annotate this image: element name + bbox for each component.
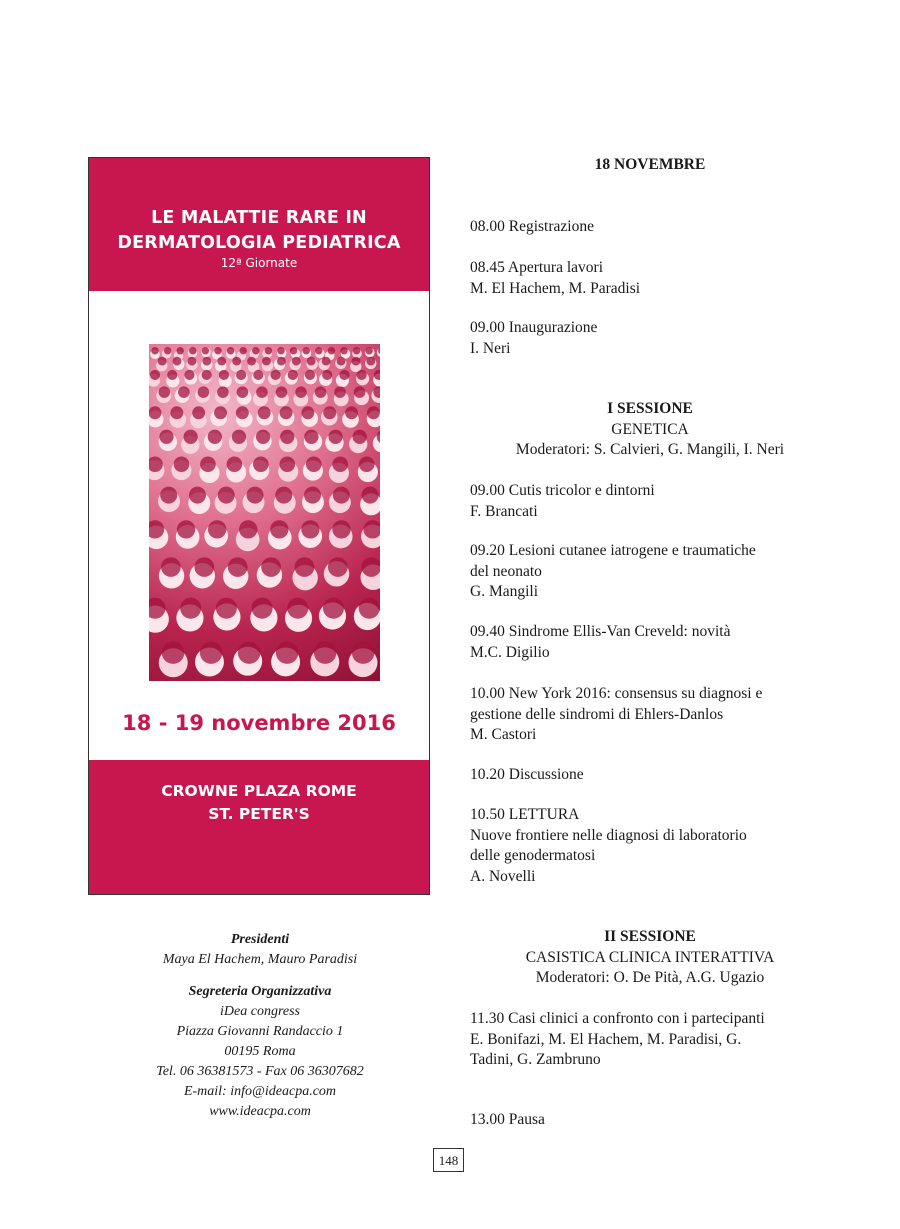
program-item bbox=[470, 765, 830, 786]
program-item bbox=[470, 1110, 830, 1131]
hair-shape bbox=[253, 456, 269, 472]
hair-shape bbox=[198, 386, 210, 398]
hair-shape bbox=[236, 406, 249, 419]
hair-shape bbox=[162, 641, 184, 663]
hair-shape bbox=[304, 487, 321, 504]
hair-shape bbox=[200, 641, 222, 663]
hair-shape bbox=[306, 456, 322, 472]
session-title: I SESSIONE bbox=[607, 400, 693, 417]
item-line: 09.00 Inaugurazione bbox=[470, 319, 598, 336]
hair-shape bbox=[214, 406, 227, 419]
hair-shape bbox=[202, 370, 212, 380]
hair-shape bbox=[167, 370, 177, 380]
poster-venue-line2: ST. PETER'S bbox=[208, 805, 310, 823]
hair-shape bbox=[180, 598, 201, 619]
hair-shape bbox=[161, 557, 181, 577]
hair-shape bbox=[280, 430, 294, 444]
hair-shape bbox=[247, 487, 264, 504]
hair-shape bbox=[304, 430, 318, 444]
item-line: del neonato bbox=[470, 562, 542, 580]
hair-shape bbox=[227, 347, 234, 354]
hair-shape bbox=[261, 557, 281, 577]
presidenti-names: Maya El Hachem, Mauro Paradisi bbox=[162, 952, 358, 967]
hair-shape bbox=[345, 406, 358, 419]
hair-shape bbox=[208, 430, 222, 444]
hair-shape bbox=[367, 406, 380, 419]
hair-shape bbox=[287, 598, 308, 619]
hair-shape bbox=[315, 386, 327, 398]
session-moderators: Moderatori: S. Calvieri, G. Mangili, I. Neri bbox=[515, 441, 785, 458]
hair-shape bbox=[176, 347, 183, 354]
hair-shape bbox=[359, 598, 380, 619]
page-number: 148 bbox=[433, 1148, 464, 1172]
session-topic: CASISTICA CLINICA INTERATTIVA bbox=[525, 948, 775, 966]
hair-shape bbox=[216, 598, 237, 619]
hair-shape bbox=[217, 357, 226, 366]
hair-shape bbox=[202, 347, 209, 354]
hair-shape bbox=[353, 347, 360, 354]
company-address: Piazza Giovanni Randaccio 1 bbox=[176, 1024, 344, 1039]
hair-shape bbox=[232, 357, 241, 366]
hair-shape bbox=[277, 357, 286, 366]
hair-shape bbox=[270, 370, 280, 380]
company-city: 00195 Roma bbox=[224, 1044, 296, 1059]
item-speaker: F. Brancati bbox=[470, 502, 538, 520]
hair-shape bbox=[228, 557, 248, 577]
hair-shape bbox=[295, 386, 307, 398]
item-line: 13.00 Pausa bbox=[470, 1111, 545, 1128]
hair-shape bbox=[359, 456, 375, 472]
hair-shape bbox=[366, 357, 375, 366]
item-line: gestione delle sindromi di Ehlers-Danlos bbox=[470, 705, 724, 723]
hair-shape bbox=[200, 456, 216, 472]
item-line: Tadini, G. Zambruno bbox=[470, 1051, 601, 1068]
hair-shape bbox=[192, 406, 205, 419]
item-line: E. Bonifazi, M. El Hachem, M. Paradisi, G. bbox=[470, 1030, 742, 1048]
hair-shape bbox=[149, 406, 161, 419]
session-title: II SESSIONE bbox=[604, 928, 696, 945]
item-line: 09.40 Sindrome Ellis-Van Creveld: novità bbox=[470, 623, 731, 640]
hair-shape bbox=[202, 357, 211, 366]
poster-header bbox=[89, 158, 429, 291]
company-name: iDea congress bbox=[220, 1004, 300, 1019]
hair-shape bbox=[239, 520, 257, 538]
hair-shape bbox=[160, 487, 177, 504]
hair-shape bbox=[253, 370, 263, 380]
hair-shape bbox=[217, 386, 229, 398]
item-line: Nuove frontiere nelle diagnosi di laboratorio bbox=[470, 826, 747, 844]
hair-shape bbox=[188, 357, 197, 366]
hair-shape bbox=[159, 386, 171, 398]
item-speaker: M.C. Digilio bbox=[470, 643, 550, 661]
hair-shape bbox=[262, 357, 271, 366]
item-speaker: M. Castori bbox=[470, 726, 537, 743]
hair-shape bbox=[280, 406, 293, 419]
hair-shape bbox=[365, 347, 372, 354]
hair-shape bbox=[277, 347, 284, 354]
hair-shape bbox=[340, 347, 347, 354]
hair-shape bbox=[332, 520, 350, 538]
hair-shape bbox=[302, 347, 309, 354]
poster-subtitle: 12ª Giornate bbox=[220, 256, 298, 270]
hair-shape bbox=[208, 520, 226, 538]
hair-shape bbox=[159, 430, 173, 444]
hair-shape bbox=[328, 347, 335, 354]
hair-shape bbox=[314, 641, 336, 663]
poster-title-line1: LE MALATTIE RARE IN bbox=[151, 208, 367, 228]
item-line: 09.00 Cutis tricolor e dintorni bbox=[470, 482, 655, 499]
hair-shape bbox=[290, 347, 297, 354]
session-1-header bbox=[470, 399, 830, 461]
session-moderators: Moderatori: O. De Pità, A.G. Ugazio bbox=[535, 969, 765, 986]
hair-shape bbox=[328, 557, 348, 577]
hair-shape bbox=[339, 370, 349, 380]
hair-shape bbox=[315, 347, 322, 354]
hair-shape bbox=[307, 357, 316, 366]
hair-shape bbox=[164, 347, 171, 354]
hair-shape bbox=[301, 520, 319, 538]
hair-shape bbox=[256, 430, 270, 444]
hair-shape bbox=[173, 357, 182, 366]
company-phone: Tel. 06 36381573 - Fax 06 36307682 bbox=[156, 1064, 364, 1079]
hair-shape bbox=[194, 557, 214, 577]
poster-title-line2: DERMATOLOGIA PEDIATRICA bbox=[117, 233, 401, 253]
hair-shape bbox=[218, 487, 235, 504]
hair-shape bbox=[252, 598, 273, 619]
hair-shape bbox=[178, 386, 190, 398]
item-line: delle genodermatosi bbox=[470, 847, 596, 864]
item-speaker: I. Neri bbox=[470, 339, 511, 357]
poster-photo-children bbox=[149, 344, 380, 681]
hair-shape bbox=[323, 406, 336, 419]
program-item bbox=[470, 481, 830, 522]
hair-shape bbox=[305, 370, 315, 380]
hair-shape bbox=[258, 406, 271, 419]
hair-shape bbox=[150, 370, 160, 380]
hair-shape bbox=[333, 487, 350, 504]
hair-shape bbox=[177, 520, 195, 538]
hair-shape bbox=[353, 430, 367, 444]
hair-shape bbox=[301, 406, 314, 419]
hair-shape bbox=[252, 347, 259, 354]
hair-shape bbox=[279, 456, 295, 472]
program-item bbox=[470, 684, 830, 746]
poster-venue-line1: CROWNE PLAZA ROME bbox=[161, 782, 357, 800]
hair-shape bbox=[189, 347, 196, 354]
presidenti-heading: Presidenti bbox=[230, 932, 290, 947]
hair-shape bbox=[288, 370, 298, 380]
program-item bbox=[470, 541, 830, 603]
hair-shape bbox=[184, 430, 198, 444]
item-speaker: G. Mangili bbox=[470, 583, 539, 600]
session-2-header bbox=[470, 927, 830, 989]
organizers-info bbox=[90, 930, 430, 1122]
hair-shape bbox=[170, 406, 183, 419]
hair-shape bbox=[158, 357, 167, 366]
hair-shape bbox=[332, 456, 348, 472]
hair-shape bbox=[322, 357, 331, 366]
poster-title bbox=[89, 206, 429, 256]
hair-shape bbox=[323, 598, 344, 619]
hair-shape bbox=[219, 370, 229, 380]
poster-venue bbox=[89, 760, 429, 895]
item-speaker: M. El Hachem, M. Paradisi bbox=[470, 279, 641, 297]
hair-shape bbox=[232, 430, 246, 444]
item-line: 10.00 New York 2016: consensus su diagnosi e bbox=[470, 685, 763, 702]
program-item bbox=[470, 258, 830, 299]
hair-shape bbox=[227, 456, 243, 472]
program-item bbox=[470, 805, 830, 887]
event-poster bbox=[88, 157, 430, 895]
company-website: www.ideacpa.com bbox=[209, 1104, 311, 1119]
segreteria-heading: Segreteria Organizzativa bbox=[188, 984, 332, 999]
hair-shape bbox=[354, 386, 366, 398]
hair-shape bbox=[275, 487, 292, 504]
hair-shape bbox=[256, 386, 268, 398]
company-email: E-mail: info@ideacpa.com bbox=[183, 1084, 337, 1099]
hair-shape bbox=[322, 370, 332, 380]
hair-shape bbox=[214, 347, 221, 354]
hair-shape bbox=[174, 456, 190, 472]
program-item bbox=[470, 217, 830, 238]
hair-shape bbox=[189, 487, 206, 504]
hair-shape bbox=[337, 357, 346, 366]
hair-shape bbox=[247, 357, 256, 366]
hair-shape bbox=[334, 386, 346, 398]
hair-shape bbox=[357, 370, 367, 380]
item-line: 10.50 LETTURA bbox=[470, 806, 580, 823]
hair-shape bbox=[295, 557, 315, 577]
hair-shape bbox=[184, 370, 194, 380]
hair-shape bbox=[151, 347, 158, 354]
hair-shape bbox=[276, 641, 298, 663]
item-line: 09.20 Lesioni cutanee iatrogene e traumatiche bbox=[470, 542, 756, 559]
item-line: 08.45 Apertura lavori bbox=[470, 259, 604, 276]
hair-shape bbox=[239, 347, 246, 354]
program-item bbox=[470, 622, 830, 663]
hair-shape bbox=[352, 357, 361, 366]
session-topic: GENETICA bbox=[611, 420, 689, 438]
hair-shape bbox=[276, 386, 288, 398]
hair-shape bbox=[238, 641, 260, 663]
hair-shape bbox=[265, 347, 272, 354]
hair-shape bbox=[236, 370, 246, 380]
hair-shape bbox=[362, 487, 379, 504]
hair-shape bbox=[270, 520, 288, 538]
program-item bbox=[470, 1009, 830, 1071]
program-item bbox=[470, 318, 830, 359]
item-line: 08.00 Registrazione bbox=[470, 218, 594, 235]
hair-shape bbox=[328, 430, 342, 444]
hair-shape bbox=[352, 641, 374, 663]
item-line: 11.30 Casi clinici a confronto con i partecipanti bbox=[470, 1010, 765, 1027]
poster-dates: 18 - 19 novembre 2016 bbox=[122, 711, 396, 735]
item-speaker: A. Novelli bbox=[470, 867, 536, 885]
hair-shape bbox=[237, 386, 249, 398]
day-heading: 18 NOVEMBRE bbox=[594, 156, 706, 173]
item-line: 10.20 Discussione bbox=[470, 766, 584, 783]
hair-shape bbox=[292, 357, 301, 366]
